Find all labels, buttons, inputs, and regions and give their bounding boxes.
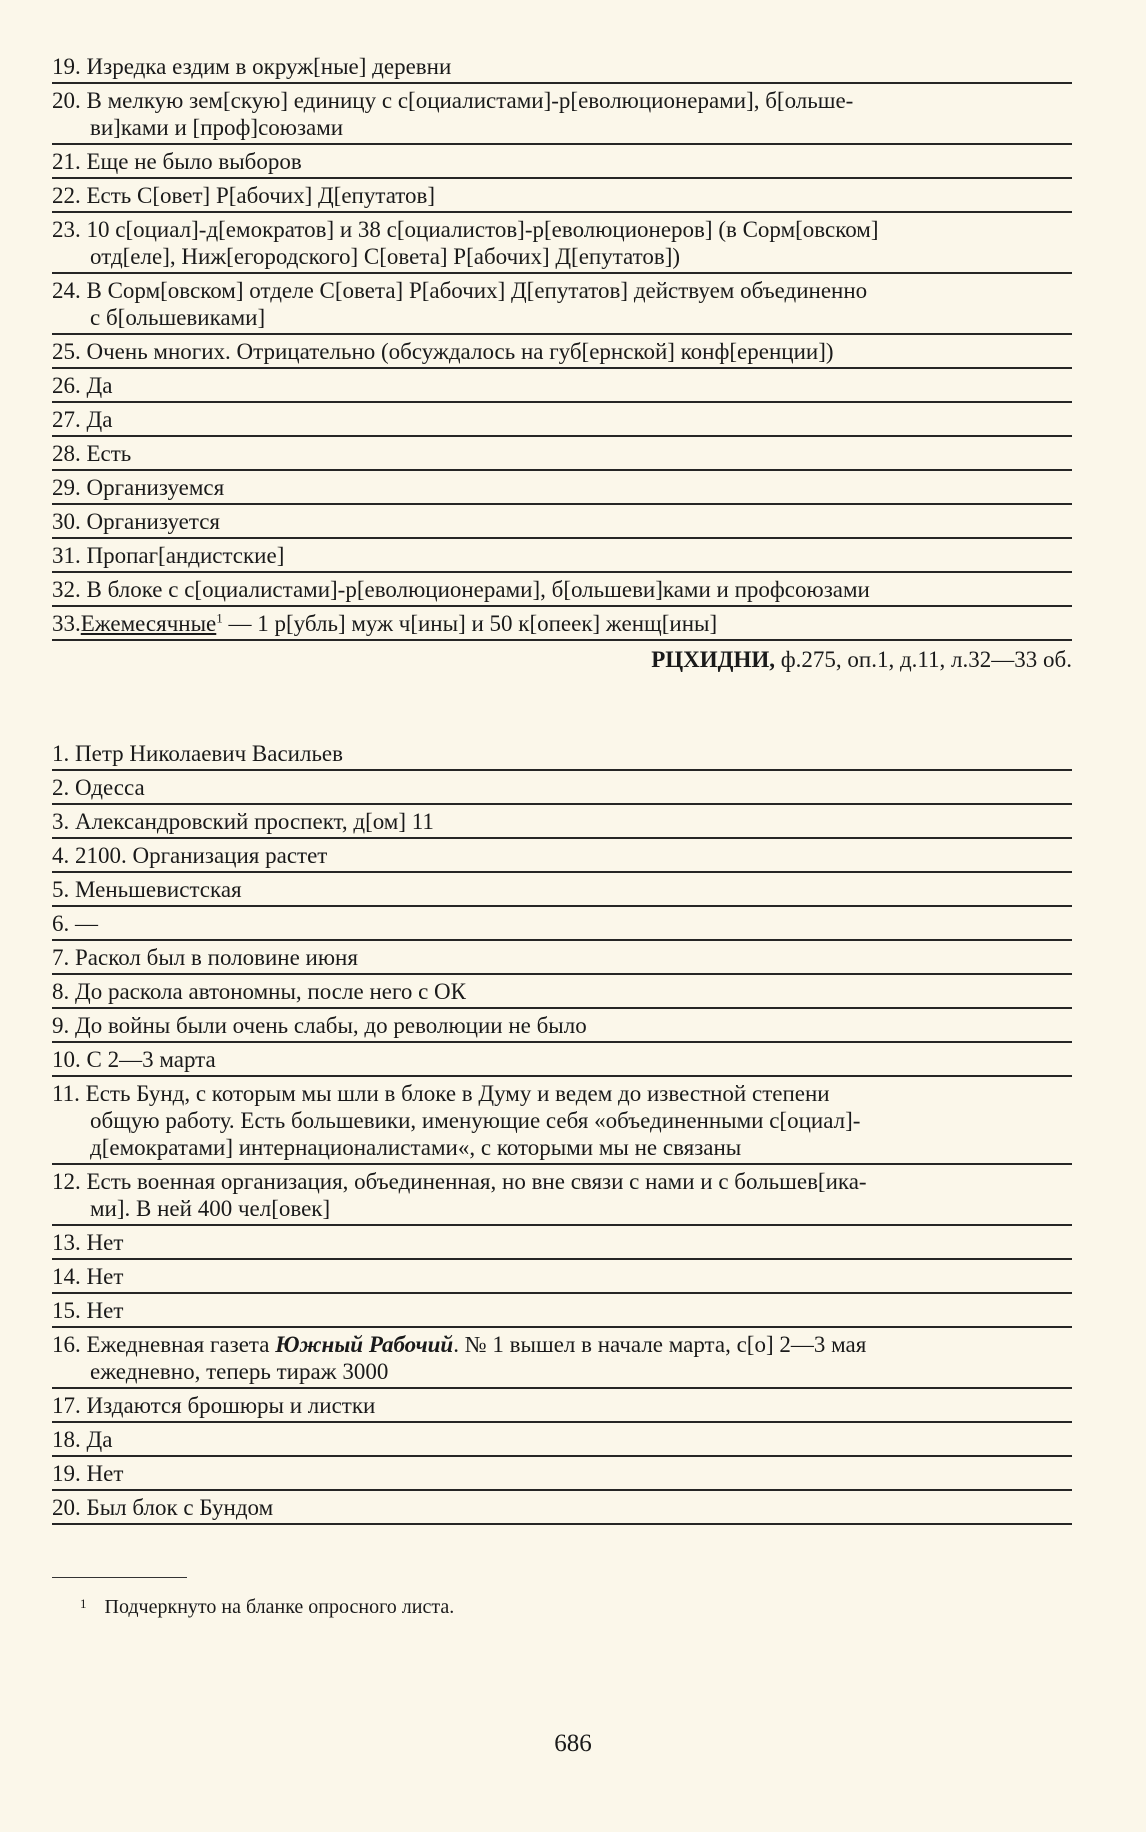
answer-row: 18. Да	[52, 1423, 1072, 1457]
answer-row: 20. В мелкую зем[скую] единицу с с[оциалистами]-р[еволюционерами], б[ольше- ви]ками и [проф]союзами	[52, 84, 1072, 145]
answer-row: 21. Еще не было выборов	[52, 145, 1072, 179]
answer-row: 28. Есть	[52, 437, 1072, 471]
answer-row: 15. Нет	[52, 1294, 1072, 1328]
answer-row: 29. Организуемся	[52, 471, 1072, 505]
answer-row: 23. 10 с[оциал]-д[емократов] и 38 с[оциалистов]-р[еволюционеров] (в Сорм[овском] отд[еле], Ниж[егородского] С[овета] Р[абочих] Д[епутатов])	[52, 213, 1072, 274]
answer-row: 12. Есть военная организация, объединенная, но вне связи с нами и с большев[ика- ми]. В ней 400 чел[овек]	[52, 1165, 1072, 1226]
footnote-mark: 1	[80, 1596, 87, 1611]
answer-row: 6. —	[52, 907, 1072, 941]
footnote-text: Подчеркнуто на бланке опросного листа.	[104, 1596, 455, 1618]
answer-row: 1. Петр Николаевич Васильев	[52, 737, 1072, 771]
answer-row: 20. Был блок с Бундом	[52, 1491, 1072, 1525]
answer-row: 2. Одесса	[52, 771, 1072, 805]
archive-source: РЦХИДНИ, ф.275, оп.1, д.11, л.32—33 об.	[651, 647, 1072, 672]
underlined-word: Ежемесячные	[80, 611, 217, 636]
answer-row: 11. Есть Бунд, с которым мы шли в блоке в Думу и ведем до известной степени общую работу. Есть большевики, именующие себя «объединенными с[оциал]- д[емократами] интернационалистами«, с которыми мы не связаны	[52, 1077, 1072, 1165]
answer-row: 3. Александровский проспект, д[ом] 11	[52, 805, 1072, 839]
answer-row: 4. 2100. Организация растет	[52, 839, 1072, 873]
answer-row: 8. До раскола автономны, после него с ОК	[52, 975, 1072, 1009]
answer-row: 33.Ежемесячные$^1$ — 1 р[убль] муж ч[ины] и 50 к[опеек] женщ[ины]	[52, 607, 1072, 641]
answer-row: 30. Организуется	[52, 505, 1072, 539]
answer-row: 19. Изредка ездим в окруж[ные] деревни	[52, 50, 1072, 84]
answer-row: 5. Меньшевистская	[52, 873, 1072, 907]
answer-row: 32. В блоке с с[оциалистами]-р[еволюционерами], б[ольшеви]ками и профсоюзами	[52, 573, 1072, 607]
page-number: 686	[554, 1730, 592, 1757]
footnote-divider	[52, 1577, 187, 1578]
answer-row: 17. Издаются брошюры и листки	[52, 1389, 1072, 1423]
answers-section-2	[52, 737, 1072, 1525]
answer-row: 13. Нет	[52, 1226, 1072, 1260]
answer-row: 10. С 2—3 марта	[52, 1043, 1072, 1077]
answer-row: 27. Да	[52, 403, 1072, 437]
answer-row: 9. До войны были очень слабы, до революции не было	[52, 1009, 1072, 1043]
footnote	[52, 1596, 1072, 1619]
answer-row: 14. Нет	[52, 1260, 1072, 1294]
answer-row: 26. Да	[52, 369, 1072, 403]
footnote-ref: 1	[216, 610, 223, 626]
answer-row: 7. Раскол был в половине июня	[52, 941, 1072, 975]
answer-row: 31. Пропаг[андистские]	[52, 539, 1072, 573]
answer-row: 22. Есть С[овет] Р[абочих] Д[епутатов]	[52, 179, 1072, 213]
answers-section-1	[52, 50, 1072, 687]
newspaper-title: Южный Рабочий	[275, 1332, 454, 1357]
answer-row: 24. В Сорм[овском] отделе С[овета] Р[абочих] Д[епутатов] действуем объединенно с б[ольшевиками]	[52, 274, 1072, 335]
answer-row: 16. Ежедневная газета Южный Рабочий. № 1 вышел в начале марта, с[о] 2—3 мая ежедневно, теперь тираж 3000	[52, 1328, 1072, 1389]
answer-row: 25. Очень многих. Отрицательно (обсуждалось на губ[ернской] конф[еренции])	[52, 335, 1072, 369]
document-page	[52, 50, 1072, 1619]
answer-row: 19. Нет	[52, 1457, 1072, 1491]
